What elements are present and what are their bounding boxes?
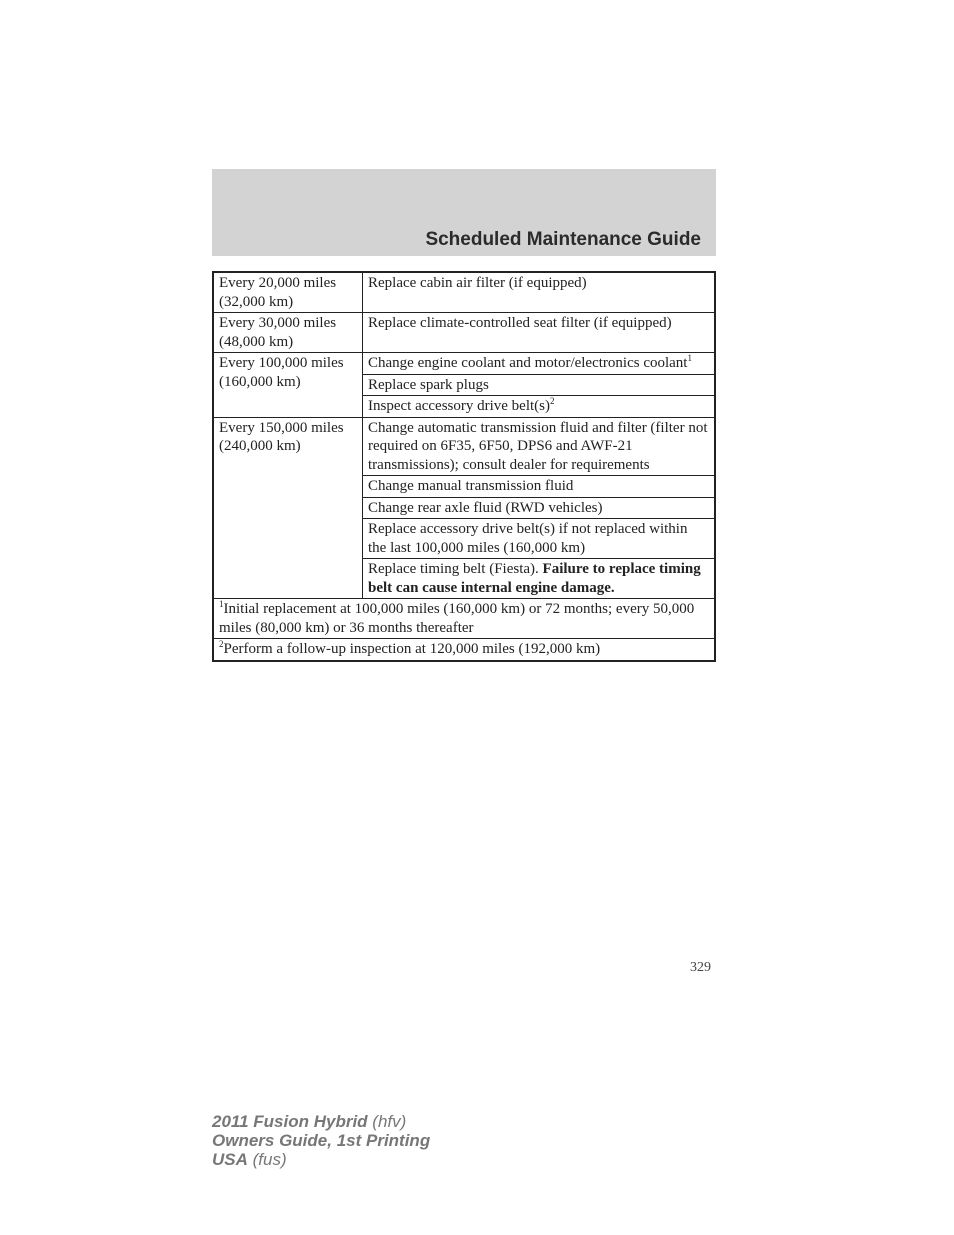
- footnote-ref: 1: [687, 353, 692, 363]
- table-row: [213, 417, 715, 476]
- service-item: Change manual transmission fluid: [363, 476, 716, 498]
- footnote-ref: 2: [550, 396, 555, 406]
- table-row: [213, 272, 715, 313]
- section-title: Scheduled Maintenance Guide: [425, 229, 701, 250]
- footnote-text: Initial replacement at 100,000 miles (160,000 km) or 72 months; every 50,000 miles (80,000 km) or 36 months thereafter: [219, 601, 695, 636]
- service-item-text: Replace timing belt (Fiesta).: [368, 561, 539, 577]
- interval-cell: Every 30,000 miles (48,000 km): [213, 313, 363, 353]
- footer-market: USA: [212, 1150, 248, 1169]
- service-item-text: Change engine coolant and motor/electronics coolant: [368, 355, 688, 371]
- footer-line-2: [212, 1131, 430, 1150]
- footer-edition: Owners Guide, 1st Printing: [212, 1131, 431, 1150]
- document-footer: [212, 1112, 430, 1169]
- service-item: Change rear axle fluid (RWD vehicles): [363, 497, 716, 519]
- footnote: [213, 639, 715, 661]
- footer-market-code: (fus): [252, 1150, 287, 1169]
- footnote-text: Perform a follow-up inspection at 120,000 miles (192,000 km): [223, 641, 601, 657]
- service-item: [363, 559, 716, 599]
- section-header-band: [212, 169, 716, 256]
- footer-model: 2011 Fusion Hybrid: [212, 1112, 368, 1131]
- footnote-mark: 1: [219, 599, 224, 609]
- service-item: [363, 353, 716, 375]
- footnote-row: [213, 599, 715, 639]
- footnote-row: [213, 639, 715, 661]
- footer-line-1: [212, 1112, 430, 1131]
- service-item: Change automatic transmission fluid and filter (filter not required on 6F35, 6F50, DPS6 and AWF-21 transmissions); consult dealer for requirements: [363, 417, 716, 476]
- page-number: 329: [690, 960, 711, 975]
- table-row: [213, 353, 715, 375]
- service-item-text: Inspect accessory drive belt(s): [368, 398, 551, 414]
- service-item: Replace climate-controlled seat filter (if equipped): [363, 313, 716, 353]
- interval-cell: Every 100,000 miles (160,000 km): [213, 353, 363, 418]
- table-row: [213, 313, 715, 353]
- footer-line-3: [212, 1150, 430, 1169]
- maintenance-schedule-table: [212, 271, 716, 662]
- footer-model-code: (hfv): [372, 1112, 407, 1131]
- interval-cell: Every 20,000 miles (32,000 km): [213, 272, 363, 313]
- service-item: Replace cabin air filter (if equipped): [363, 272, 716, 313]
- service-item: [363, 396, 716, 418]
- interval-cell: Every 150,000 miles (240,000 km): [213, 417, 363, 599]
- service-item: Replace spark plugs: [363, 374, 716, 396]
- timing-belt-warning: Failure to replace timing belt can cause internal engine damage.: [368, 561, 701, 596]
- footnote-mark: 2: [219, 639, 224, 649]
- service-item: Replace accessory drive belt(s) if not replaced within the last 100,000 miles (160,000 km): [363, 519, 716, 559]
- footnote: [213, 599, 715, 639]
